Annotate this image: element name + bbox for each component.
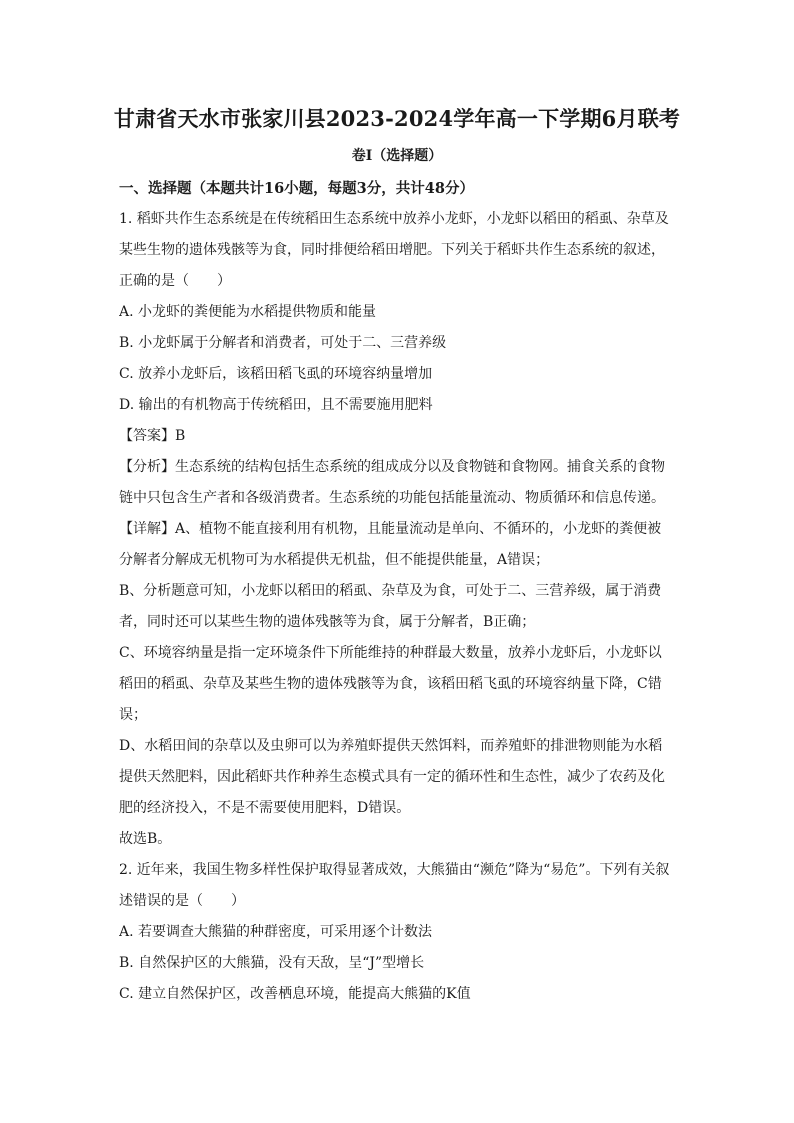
question-text: 述错误的是（ ）: [119, 893, 245, 909]
section-subtitle: 卷Ⅰ（选择题）: [351, 148, 443, 164]
document-body: [119, 173, 681, 1010]
analysis-text: 【分析】生态系统的结构包括生态系统的组成成分以及食物链和食物网。捕食关系的食物: [119, 459, 665, 475]
answer-line: 【答案】B: [119, 428, 186, 444]
analysis-text: C、环境容纳量是指一定环境条件下所能维持的种群最大数量，放养小龙虾后，小龙虾以: [119, 645, 662, 661]
analysis-text: D、水稻田间的杂草以及虫卵可以为养殖虾提供天然饵料，而养殖虾的排泄物则能为水稻: [119, 738, 663, 754]
analysis-text: B、分析题意可知，小龙虾以稻田的稻虱、杂草及为食，可处于二、三营养级，属于消费: [119, 583, 662, 599]
analysis-text: 肥的经济投入，不是不需要使用肥料，D错误。: [119, 800, 411, 816]
answer-option: C. 放养小龙虾后，该稻田稻飞虱的环境容纳量增加: [119, 366, 433, 382]
analysis-text: 分解者分解成无机物可为水稻提供无机盐，但不能提供能量，A错误；: [119, 552, 550, 568]
analysis-text: 故选B。: [119, 831, 172, 847]
answer-option: D. 输出的有机物高于传统稻田，且不需要施用肥料: [119, 397, 433, 413]
question-text: 某些生物的遗体残骸等为食，同时排便给稻田增肥。下列关于稻虾共作生态系统的叙述，: [119, 242, 665, 258]
analysis-text: 稻田的稻虱、杂草及某些生物的遗体残骸等为食，该稻田稻飞虱的环境容纳量下降，C错: [119, 676, 662, 692]
answer-option: C. 建立自然保护区，改善栖息环境，能提高大熊猫的K值: [119, 986, 471, 1002]
question-text: 2. 近年来，我国生物多样性保护取得显著成效，大熊猫由“濒危”降为“易危”。下列有关叙: [119, 862, 670, 878]
answer-option: A. 小龙虾的粪便能为水稻提供物质和能量: [119, 304, 377, 320]
answer-option: B. 小龙虾属于分解者和消费者，可处于二、三营养级: [119, 335, 447, 351]
analysis-text: 误；: [119, 707, 147, 723]
analysis-text: 链中只包含生产者和各级消费者。生态系统的功能包括能量流动、物质循环和信息传递。: [119, 490, 665, 506]
analysis-text: 者，同时还可以某些生物的遗体残骸等为食，属于分解者，B正确；: [119, 614, 536, 630]
answer-option: B. 自然保护区的大熊猫，没有天敌，呈“J”型增长: [119, 955, 425, 971]
question-text: 正确的是（ ）: [119, 273, 231, 289]
analysis-text: 提供天然肥料，因此稻虾共作种养生态模式具有一定的循环性和生态性，减少了农药及化: [119, 769, 665, 785]
question-text: 1. 稻虾共作生态系统是在传统稻田生态系统中放养小龙虾，小龙虾以稻田的稻虱、杂草及: [119, 211, 669, 227]
analysis-text: 【详解】A、植物不能直接利用有机物，且能量流动是单向、不循环的，小龙虾的粪便被: [119, 521, 662, 537]
answer-option: A. 若要调查大熊猫的种群密度，可采用逐个计数法: [119, 924, 433, 940]
section-heading: 一、选择题（本题共计16小题，每题3分，共计48分）: [119, 180, 474, 197]
page-title: 甘肃省天水市张家川县2023-2024学年高一下学期6月联考: [113, 106, 681, 131]
